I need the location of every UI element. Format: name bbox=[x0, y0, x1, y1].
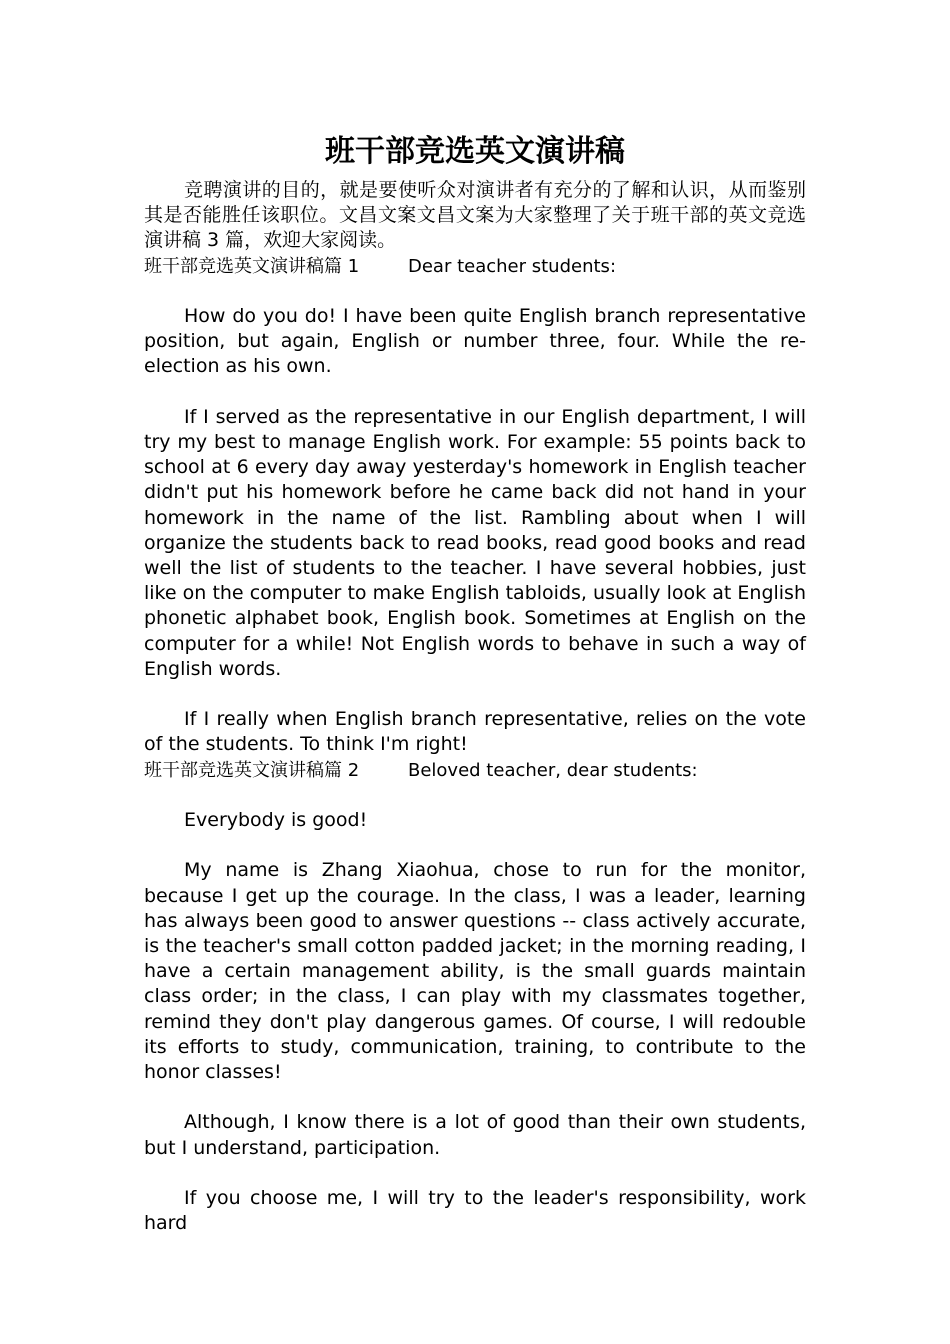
section-1-paragraph-1: How do you do! I have been quite English branch representative position, but again, English or number three, four. While the re-election as his own. bbox=[144, 305, 806, 378]
intro-paragraph: 竞聘演讲的目的，就是要使听众对演讲者有充分的了解和认识，从而鉴别其是否能胜任该职位。文昌文案文昌文案为大家整理了关于班干部的英文竞选演讲稿 3 篇，欢迎大家阅读。 bbox=[144, 179, 806, 252]
section-1-paragraph-2: If I served as the representative in our English department, I will try my best to manage English work. For example: 55 points back to school at 6 every day away yesterday's homework in English teacher didn't put his homework before he came back did not hand in your homework in the name of the list. Rambling about when I will organize the students back to read books, read good books and read well the list of students to the teacher. I have several hobbies, just like on the computer to make English tabloids, usually look at English phonetic alphabet book, English book. Sometimes at English on the computer for a while! Not English words to behave in such a way of English words. bbox=[144, 405, 806, 680]
section-2-salutation: Beloved teacher, dear students: bbox=[408, 759, 698, 781]
section-2-paragraph-3: Although, I know there is a lot of good than their own students, but I understand, participation. bbox=[144, 1111, 806, 1159]
section-1-heading bbox=[144, 254, 806, 279]
section-2-paragraph-2: My name is Zhang Xiaohua, chose to run for the monitor, because I get up the courage. In the class, I was a leader, learning has always been good to answer questions -- class actively accurate, is the teacher's small cotton padded jacket; in the morning reading, I have a certain management ability, is the small guards maintain class order; in the class, I can play with my classmates together, remind they don't play dangerous games. Of course, I will redouble its efforts to study, communication, training, to contribute to the honor classes! bbox=[144, 859, 806, 1084]
section-1-salutation: Dear teacher students: bbox=[408, 255, 617, 277]
document-page bbox=[144, 126, 806, 1236]
section-2-paragraph-4: If you choose me, I will try to the leader's responsibility, work hard bbox=[144, 1187, 806, 1235]
section-2-heading bbox=[144, 758, 806, 783]
section-2-paragraph-1: Everybody is good! bbox=[184, 809, 368, 832]
section-1-label: 班干部竞选英文演讲稿篇 1 bbox=[144, 255, 360, 277]
section-1-paragraph-3: If I really when English branch representative, relies on the vote of the students. To think I'm right! bbox=[144, 708, 806, 756]
document-title: 班干部竞选英文演讲稿 bbox=[325, 134, 625, 169]
section-2-label: 班干部竞选英文演讲稿篇 2 bbox=[144, 759, 360, 781]
